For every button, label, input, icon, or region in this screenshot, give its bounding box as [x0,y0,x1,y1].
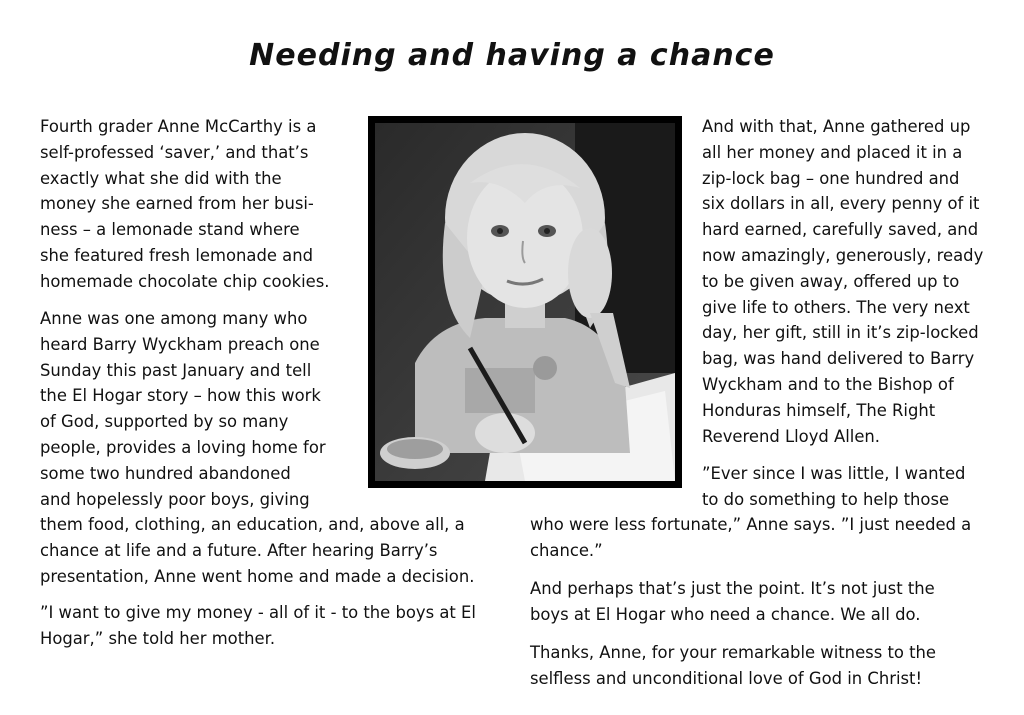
right-column-4 [530,576,935,628]
text-line: people, provides a loving home for [40,437,326,457]
text-line: now amazingly, generously, ready [702,245,984,265]
page-title: Needing and having a chance [249,38,775,73]
text-line: hard earned, carefully saved, and [702,220,979,240]
girl-writing-photo-icon [375,123,675,481]
text-line: Hogar,” she told her mother. [40,628,276,648]
text-line: boys at El Hogar who need a chance. We all do. [530,604,921,624]
right-column [702,114,983,449]
text-line: self-professed ‘saver,’ and that’s [40,142,309,162]
left-column-3 [40,600,476,652]
text-line: money she earned from her busi- [40,194,314,214]
text-line: Honduras himself, The Right [702,400,936,420]
right-column-5 [530,640,936,692]
text-line: some two hundred abandoned [40,463,291,483]
text-line: homemade chocolate chip cookies. [40,271,330,291]
text-line: Fourth grader Anne McCarthy is a [40,117,317,136]
text-line: heard Barry Wyckham preach one [40,334,320,354]
text-line: and hopelessly poor boys, giving [40,489,310,509]
text-line: zip-lock bag – one hundred and [702,168,960,188]
paragraph-5-top [702,461,965,513]
text-line: bag, was hand delivered to Barry [702,349,975,369]
paragraph-3 [40,600,476,652]
text-line: them food, clothing, an education, and, above all, a [40,515,465,535]
text-line: who were less fortunate,” Anne says. ”I just needed a [530,515,972,534]
text-line: all her money and placed it in a [702,142,963,162]
text-line: to do something to help those [702,489,950,509]
text-line: to be given away, offered up to [702,271,960,291]
text-line: Sunday this past January and tell [40,360,312,380]
text-line: chance.” [530,540,603,560]
text-line: ”Ever since I was little, I wanted [702,464,966,483]
text-line: day, her gift, still in it’s zip-locked [702,323,979,343]
text-line: Thanks, Anne, for your remarkable witness to the [530,643,937,662]
text-line: ”I want to give my money - all of it - to the boys at El [40,603,476,622]
text-line: give life to others. The very next [702,297,970,317]
paragraph-1 [40,114,329,295]
text-line: Reverend Lloyd Allen. [702,426,881,446]
paragraph-7 [530,640,936,692]
text-line: Wyckham and to the Bishop of [702,374,954,394]
text-line: she featured fresh lemonade and [40,245,313,265]
text-line: And with that, Anne gathered up [702,117,971,136]
text-line: the El Hogar story – how this work [40,386,321,406]
text-line: presentation, Anne went home and made a decision. [40,566,475,586]
text-line: exactly what she did with the [40,168,282,188]
paragraph-5-bottom [530,512,971,564]
text-line: And perhaps that’s just the point. It’s not just the [530,579,935,598]
text-line: ness – a lemonade stand where [40,220,300,240]
paragraph-6 [530,576,935,628]
text-line: of God, supported by so many [40,412,289,432]
girl-writing-photo [368,116,682,488]
left-column [40,114,329,295]
text-line: selfless and unconditional love of God in Christ! [530,668,923,688]
right-column-2 [702,461,965,513]
paragraph-4 [702,114,983,449]
right-column-3 [530,512,971,564]
text-line: six dollars in all, every penny of it [702,194,980,214]
text-line: Anne was one among many who [40,309,308,328]
text-line: chance at life and a future. After hearing Barry’s [40,541,438,561]
